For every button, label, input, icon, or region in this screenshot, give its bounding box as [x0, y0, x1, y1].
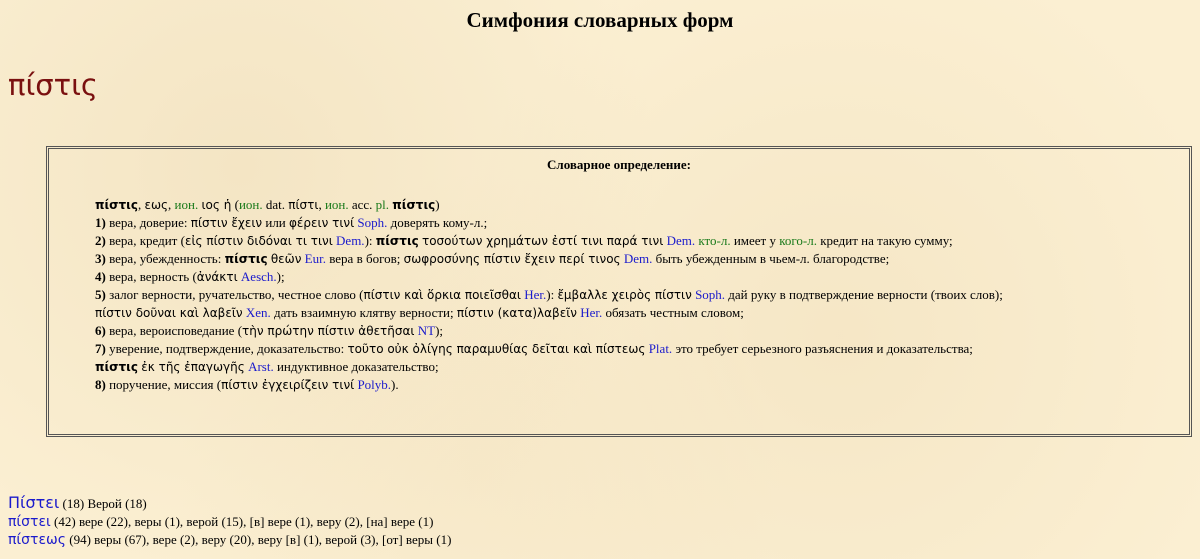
definition-body: [95, 196, 1181, 394]
sense-7: [95, 340, 1181, 358]
greek-text: εἰς πίστιν διδόναι τι τινι: [184, 234, 333, 248]
text: );: [276, 269, 285, 284]
author-link[interactable]: Plat.: [648, 341, 673, 356]
greek-text: τοῦτο οὐκ ὀλίγης παραμυθίας δεῖται καὶ πίστεως: [347, 342, 646, 356]
definition-box: [46, 146, 1192, 437]
greek-text: πίστιν ἐγχειρίζειν τινί: [221, 378, 355, 392]
greek-text: ἔμβαλλε χειρὸς πίστιν: [557, 288, 692, 302]
sense-1: [95, 214, 1181, 232]
greek-text: εως: [144, 198, 169, 212]
greek-text: σωφροσύνης πίστιν ἔχειν περί τινος: [403, 252, 621, 266]
text: обязать честным словом;: [602, 305, 744, 320]
text: уверение, подтверждение, доказательство:: [105, 341, 348, 356]
ionic-marker: ион.: [238, 197, 263, 212]
author-link[interactable]: Eur.: [304, 251, 326, 266]
text: вера, верность (: [105, 269, 197, 284]
text: кредит на такую сумму;: [816, 233, 953, 248]
author-link[interactable]: NT: [417, 323, 436, 338]
greek-text: ἐκ τῆς ἐπαγωγῆς: [141, 360, 245, 374]
text: залог верности, ручательство, честное слово (: [105, 287, 364, 302]
greek-text: ιος ἡ: [201, 198, 232, 212]
form-translations: (18) Верой (18): [59, 496, 147, 511]
author-link[interactable]: Aesch.: [240, 269, 277, 284]
sense-5: [95, 286, 1181, 304]
text: вера, вероисповедание (: [105, 323, 243, 338]
greek-text: πίστιν (κατα)λαβεῖν: [456, 306, 577, 320]
list-item: [8, 513, 451, 531]
text: вера, кредит (: [105, 233, 185, 248]
form-translations: (42) вере (22), веры (1), верой (15), [в] вере (1), веру (2), [на] вере (1): [50, 514, 434, 529]
text: поручение, миссия (: [105, 377, 222, 392]
text: или: [262, 215, 290, 230]
page-title: Симфония словарных форм: [466, 8, 734, 32]
author-link[interactable]: Dem.: [623, 251, 653, 266]
author-link[interactable]: Her.: [524, 287, 547, 302]
greek-text: τοσούτων χρημάτων ἐστί τινι παρά τινι: [421, 234, 664, 248]
sense-number: 4): [95, 269, 106, 284]
author-link[interactable]: Dem.: [666, 233, 696, 248]
ionic-marker: ион.: [324, 197, 349, 212]
sense-5-continued: [95, 304, 1181, 322]
sense-number: 8): [95, 377, 106, 392]
definition-headline: [95, 196, 1181, 214]
greek-text-bold: πίστις: [224, 252, 268, 266]
form-link[interactable]: Πίστει: [8, 493, 60, 512]
abbrev-link[interactable]: кого-л.: [779, 233, 817, 248]
text: имеет у: [730, 233, 780, 248]
greek-text: θεῶν: [270, 252, 302, 266]
greek-text: πίστιν ἔχειν: [190, 216, 263, 230]
ionic-marker: ион.: [174, 197, 199, 212]
plural-marker: pl.: [375, 197, 390, 212]
text: это требует серьезного разъяснения и доказательства;: [672, 341, 973, 356]
sense-number: 1): [95, 215, 106, 230]
text: (: [231, 197, 239, 212]
author-link[interactable]: Xen.: [245, 305, 271, 320]
list-item: [8, 494, 451, 513]
text: ): [435, 197, 440, 212]
sense-6: [95, 322, 1181, 340]
sense-number: 2): [95, 233, 106, 248]
list-item: [8, 531, 451, 549]
text: dat.: [262, 197, 289, 212]
greek-text: πίστι: [288, 198, 319, 212]
author-link[interactable]: Arst.: [248, 359, 274, 374]
greek-text-bold: πίστις: [392, 198, 436, 212]
sense-8: [95, 376, 1181, 394]
text: доверять кому-л.;: [387, 215, 488, 230]
sense-3: [95, 250, 1181, 268]
greek-text-bold: πίστις: [95, 360, 138, 374]
sense-7-continued: [95, 358, 1181, 376]
sense-2: [95, 232, 1181, 250]
author-link[interactable]: Her.: [580, 305, 603, 320]
text: ).: [391, 377, 399, 392]
text: дай руку в подтверждение верности (твоих слов);: [725, 287, 1003, 302]
greek-text: φέρειν τινί: [289, 216, 355, 230]
greek-text: ἀνάκτι: [196, 270, 238, 284]
form-link[interactable]: πίστει: [8, 514, 51, 530]
headword: πίστις: [8, 68, 98, 102]
text: индуктивное доказательство;: [273, 359, 439, 374]
text: acc.: [348, 197, 376, 212]
sense-4: [95, 268, 1181, 286]
form-list: [8, 494, 451, 549]
author-link[interactable]: Polyb.: [357, 377, 392, 392]
text: быть убежденным в чьем-л. благородстве;: [652, 251, 890, 266]
sense-number: 6): [95, 323, 106, 338]
text: ):: [546, 287, 558, 302]
author-link[interactable]: Soph.: [357, 215, 388, 230]
text: вера, убежденность:: [105, 251, 225, 266]
greek-text: τὴν πρώτην πίστιν ἀθετῆσαι: [242, 324, 415, 338]
text: вера в богов;: [325, 251, 404, 266]
author-link[interactable]: Dem.: [336, 233, 365, 248]
text: дать взаимную клятву верности;: [270, 305, 457, 320]
text: ):: [364, 233, 376, 248]
text: ,: [137, 197, 145, 212]
sense-number: 7): [95, 341, 106, 356]
text: ,: [168, 197, 175, 212]
definition-header: Словарное определение:: [547, 157, 691, 172]
greek-text: πίστιν καὶ ὅρκια ποιεῖσθαι: [363, 288, 521, 302]
greek-text: πίστιν δοῦναι καὶ λαβεῖν: [95, 306, 243, 320]
form-link[interactable]: πίστεως: [8, 532, 66, 548]
text: );: [435, 323, 444, 338]
text: вера, доверие:: [105, 215, 191, 230]
sense-number: 3): [95, 251, 106, 266]
abbrev-link[interactable]: кто-л.: [698, 233, 731, 248]
form-translations: (94) веры (67), вере (2), веру (20), веру [в] (1), верой (3), [от] веры (1): [65, 532, 452, 547]
headword-bold: πίστις: [95, 198, 138, 212]
text: ,: [318, 197, 325, 212]
greek-text-bold: πίστις: [375, 234, 419, 248]
sense-number: 5): [95, 287, 106, 302]
author-link[interactable]: Soph.: [695, 287, 726, 302]
